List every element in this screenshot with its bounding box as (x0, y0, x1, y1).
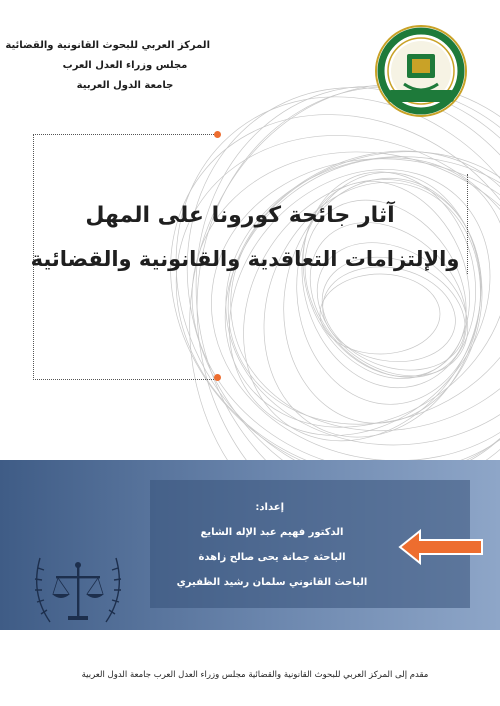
title-line-1: آثار جائحة كورونا على المهل (85, 203, 395, 228)
swirl-ring (199, 116, 500, 467)
left-arrow-icon (398, 529, 484, 565)
title-line-2: والإلتزامات التعاقدية والقانونية والقضائية (30, 247, 460, 271)
header-institution-lines (5, 36, 210, 96)
arab-center-emblem-icon (374, 24, 468, 118)
footer-submission-note: مقدم إلى المركز العربي للبحوث القانونية والقضائية مجلس وزراء العدل العرب جامعة الدول العربية (81, 670, 429, 680)
author-3: الباحث القانوني سلمان رشيد الظفيري (176, 577, 368, 588)
orange-dot-top (214, 131, 221, 138)
header-line-council: مجلس وزراء العدل العرب (62, 60, 188, 71)
swirl-ring (176, 116, 500, 488)
swirl-ring (314, 256, 463, 373)
author-2: الباحثة جمانة يحى صالح زاهدة (198, 552, 346, 563)
swirl-ring (273, 155, 500, 406)
header-line-league: جامعة الدول العربية (76, 80, 174, 91)
swirl-ring (229, 152, 500, 468)
authors-label: إعداد: (255, 502, 284, 513)
orange-dot-bottom (214, 374, 221, 381)
scales-of-justice-icon (28, 548, 128, 638)
header-line-center: المركز العربي للبحوث القانونية والقضائية (5, 40, 210, 51)
author-1: الدكتور فهيم عبد الإله الشايع (200, 527, 344, 538)
authors-block (150, 495, 394, 595)
swirl-ring (196, 135, 500, 485)
swirl-ring (320, 274, 440, 354)
